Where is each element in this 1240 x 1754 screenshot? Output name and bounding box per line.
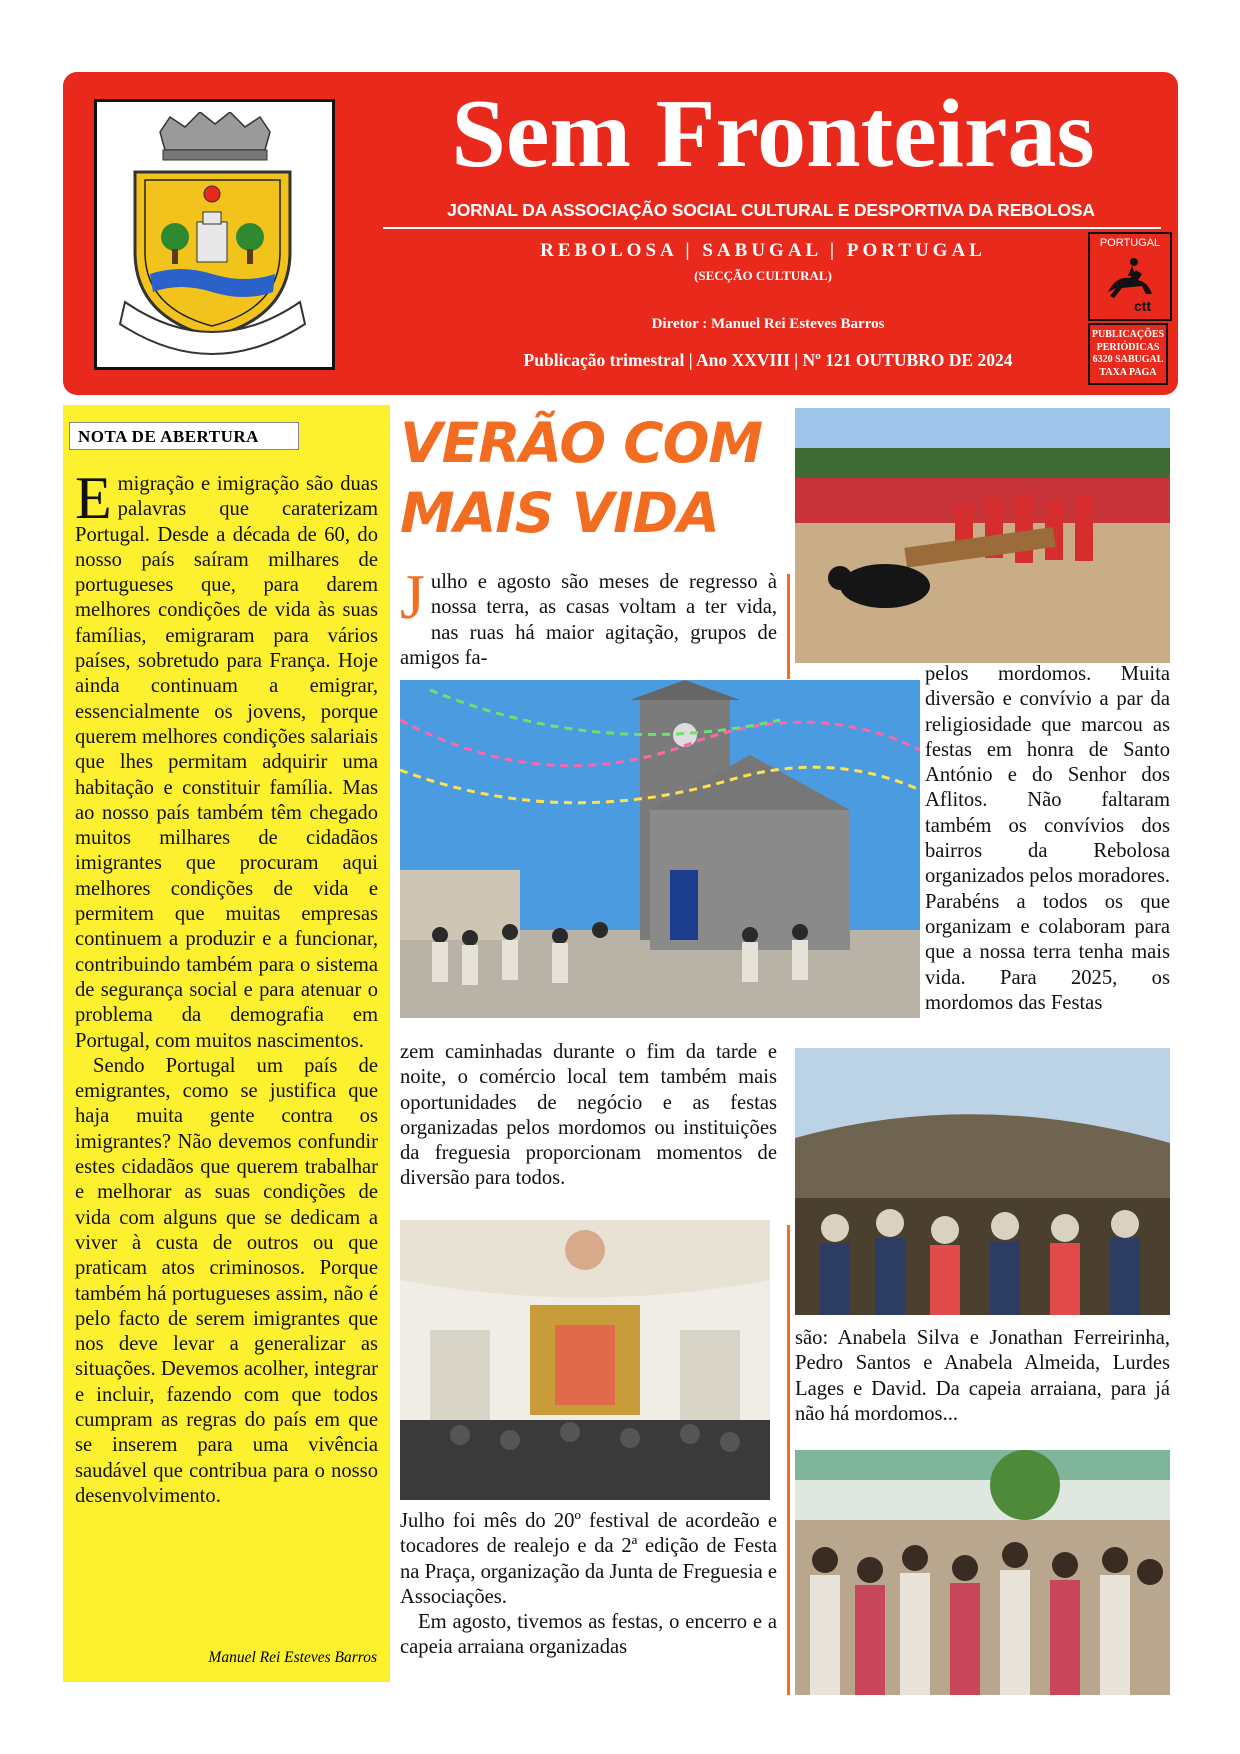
location-line: REBOLOSA | SABUGAL | PORTUGAL: [540, 240, 986, 261]
article-text: pelos mordomos. Muita diversão e convívio a par da religiosidade que marcou as festas em honra de Santo António e do Senhor dos Aflitos. Não faltaram também os convívios dos bairros da Rebolosa organizados pelos moradores. Parabéns a todos os que organizam e colaboram para que a nossa terra tenha mais vida. Para 2025, os mordomos das Festas: [925, 663, 1170, 1014]
photo-bullfight: [795, 408, 1170, 663]
postal-permit: [1088, 323, 1168, 385]
permit-line: PERIÓDICAS: [1096, 341, 1160, 353]
permit-line: 6320 SABUGAL: [1092, 354, 1164, 365]
editorial-paragraph: [75, 465, 378, 1054]
stamp-brand: ctt: [1134, 298, 1152, 314]
column-divider: [787, 574, 790, 679]
editorial-signature: Manuel Rei Esteves Barros: [208, 1649, 377, 1666]
horse-rider-icon: [1102, 252, 1158, 304]
masthead: [63, 72, 1178, 395]
article-paragraph: Em agosto, tivemos as festas, o encerro e a capeia arraiana organizadas: [400, 1611, 777, 1659]
section-name: (SECÇÃO CULTURAL): [694, 268, 832, 283]
photo-town-square: [795, 1450, 1170, 1695]
stamp-country: PORTUGAL: [1099, 237, 1161, 249]
coat-of-arms-icon: [105, 112, 320, 357]
photo-church-procession: [400, 680, 920, 1018]
newspaper-subtitle: JORNAL DA ASSOCIAÇÃO SOCIAL CULTURAL E DESPORTIVA DA REBOLOSA: [447, 200, 1095, 220]
headline-line: MAIS VIDA: [400, 481, 719, 545]
article-headline: [400, 408, 800, 548]
postal-stamp: [1088, 232, 1172, 321]
editorial-paragraph: Sendo Portugal um país de emigrantes, como se justifica que haja muita gente contra os imigrantes? Não devemos confundir estes cidadãos que querem trabalhar e melhorar as suas condições de vida com alguns que se dedicam a viver à custa de outros ou que praticam atos criminosos. Porque também há portugueses assim, não é pelo facto de serem imigrantes que nos deve levar a generalizar as situações. Devemos acolher, integrar e incluir, fazendo com que todos cumpram as regras do país em que se inserem para uma vivência saudável que contribua para o nosso desenvolvimento.: [75, 1054, 378, 1507]
editorial-column: [63, 405, 390, 1682]
editorial-paragraph-text: migração e imigração são duas palavras que caraterizam Portugal. Desde a década de 60, do nosso país saíram milhares de portugueses que, para darem melhores condições de vida às suas famílias, emigraram para vários países, sobretudo para França. Hoje ainda continuam a emigrar, essencialmente os jovens, porque querem melhores condições salariais que lhes permitam adquirir uma habitação e constituir família. Mas ao nosso país também têm chegado muitos milhares de cidadãos imigrantes que procuram aqui melhores condições de vida e permitem que muitas empresas continuem a produzir e a funcionar, contribuindo também para o sistema de segurança social e para atenuar o problema da demografia em Portugal, com muitos nascimentos.: [75, 473, 378, 1052]
permit-line: TAXA PAGA: [1099, 366, 1157, 378]
permit-line: PUBLICAÇÕES: [1091, 329, 1165, 340]
publication-info: Publicação trimestral | Ano XXVIII | Nº 121 OUTUBRO DE 2024: [523, 350, 1013, 370]
article-text-block: [400, 1509, 777, 1661]
drop-cap: J: [400, 561, 425, 632]
article-text: zem caminhadas durante o fim da tarde e noite, o comércio local tem também mais oportunidades de negócio e as festas organizadas pelos mordomos ou instituições da freguesia proporcionam momentos de diversão para todos.: [400, 1041, 777, 1190]
editorial-text: [75, 465, 378, 1509]
headline-line: VERÃO COM: [400, 411, 763, 475]
drop-cap: E: [75, 465, 112, 531]
subtitle-divider: [383, 227, 1161, 229]
article-intro: [400, 561, 777, 671]
director-line: Diretor : Manuel Rei Esteves Barros: [651, 316, 885, 332]
article-paragraph: Julho foi mês do 20º festival de acordeão e tocadores de realejo e da 2ª edição de Festa na Praça, organização da Junta de Freguesia e Associações.: [400, 1510, 778, 1608]
article-text: ulho e agosto são meses de regresso à nossa terra, as casas voltam a ter vida, nas ruas há maior agitação, grupos de amigos fa-: [400, 571, 777, 669]
editorial-label: NOTA DE ABERTURA: [69, 422, 299, 450]
photo-arena-crowd: [795, 1048, 1170, 1315]
crest-logo: [94, 99, 335, 370]
column-divider: [787, 1225, 790, 1695]
article-text: são: Anabela Silva e Jonathan Ferreirinha, Pedro Santos e Anabela Almeida, Lurdes Lages e David. Da capeia arraiana, para já não há mordomos...: [795, 1327, 1170, 1425]
photo-church-interior: [400, 1220, 770, 1500]
newspaper-title: Sem Fronteiras: [451, 80, 1095, 188]
